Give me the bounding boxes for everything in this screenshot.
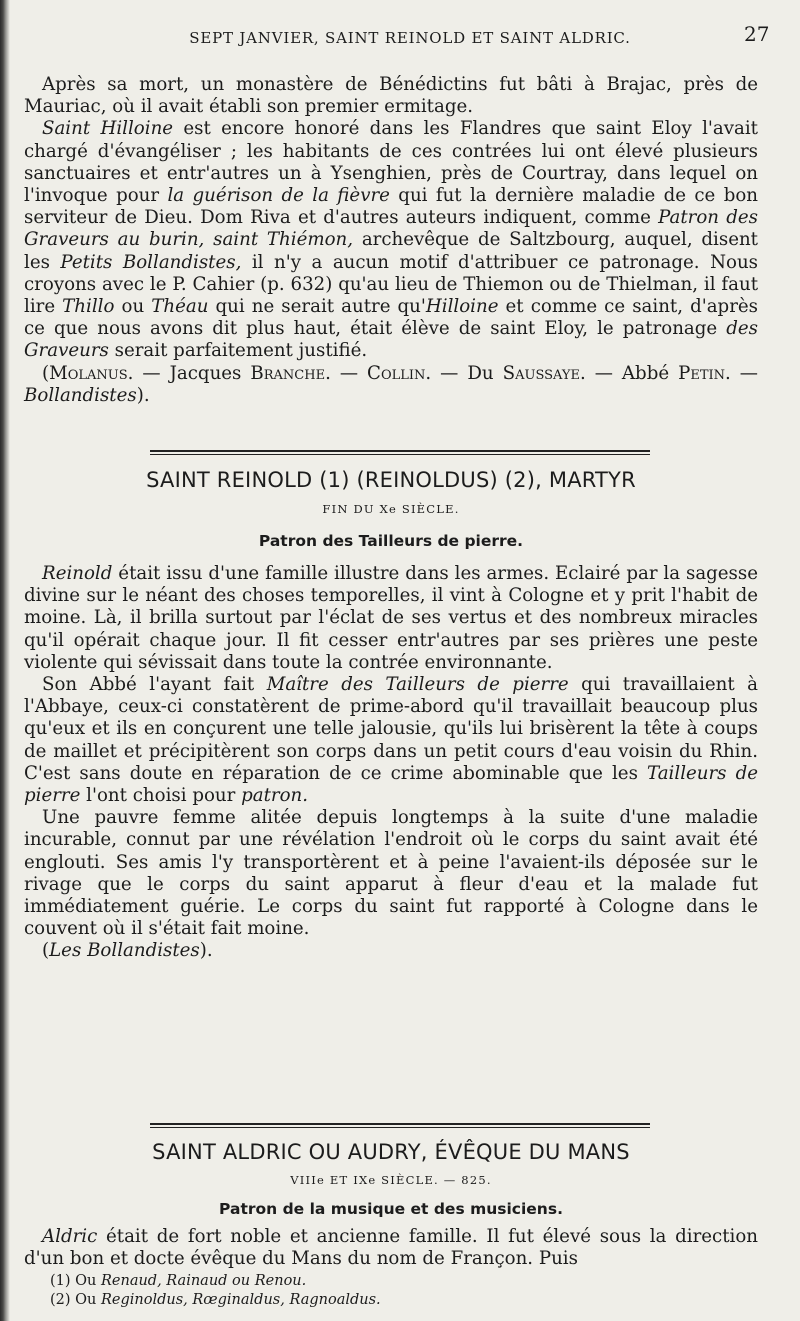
aldric-text-block bbox=[24, 1226, 758, 1270]
paragraph-reinold-miracle: Une pauvre femme alitée depuis longtemps à la suite d'une maladie incurable, connut par une révélation l'endroit où le corps du saint avait été englouti. Ses amis l'y transportèrent et à peine l'avaient-ils déposée sur le rivage que le corps du saint apparut à fleur d'eau et la malade fut immédiatement guérie. Le corps du saint fut rapporté à Cologne dans le couvent où il s'était fait moine. bbox=[24, 807, 758, 940]
section-patron-reinold: Patron des Tailleurs de pierre. bbox=[258, 532, 524, 550]
reinold-text-block bbox=[24, 563, 758, 963]
page-binding-edge bbox=[0, 0, 10, 1321]
reinold-source: (Les Bollandistes). bbox=[42, 940, 213, 962]
section-title-aldric: SAINT ALDRIC OU AUDRY, ÉVÊQUE DU MANS bbox=[152, 1140, 630, 1164]
section-divider bbox=[150, 1123, 650, 1128]
footnotes bbox=[50, 1272, 750, 1310]
footnote-1: (1) Ou Renaud, Rainaud ou Renou. bbox=[50, 1273, 307, 1289]
running-head: SEPT JANVIER, SAINT REINOLD ET SAINT ALDRIC. bbox=[189, 29, 631, 47]
sources-line: (Molanus. — Jacques Branche. — Collin. — Du Saussaye. — Abbé Petin. — Bollandistes). bbox=[24, 362, 758, 406]
section-date-aldric: VIIIe ET IXe SIÈCLE. — 825. bbox=[290, 1173, 492, 1187]
section-date-reinold: FIN DU Xe SIÈCLE. bbox=[322, 502, 460, 516]
paragraph-reinold-martyrdom: Son Abbé l'ayant fait Maître des Tailleurs de pierre qui travaillaient à l'Abbaye, ceux-ci constatèrent de prime-abord qu'il travaillait beaucoup plus qu'eux et ils en conçurent une telle jalousie, qu'ils lui brisèrent la tête à coups de maillet et précipitèrent son corps dans un petit cours d'eau voisin du Rhin. C'est sans doute en réparation de ce crime abominable que les Tailleurs de pierre l'ont choisi pour patron. bbox=[24, 674, 759, 807]
section-patron-aldric: Patron de la musique et des musiciens. bbox=[219, 1200, 563, 1218]
paragraph-reinold-origin: Reinold était issu d'une famille illustre dans les armes. Eclairé par la sagesse divine sur le néant des choses temporelles, il vint à Cologne et y prit l'habit de moine. Là, il brilla surtout par l'éclat de ses vertus et des nombreux miracles qu'il opérait chaque jour. Il fit cesser entr'autres par ses prières une peste violente qui sévissait dans toute la contrée environnante. bbox=[24, 563, 758, 673]
paragraph-hilloine: Saint Hilloine est encore honoré dans les Flandres que saint Eloy l'avait chargé d'évangéliser ; les habitants de ces contrées lui ont élevé plusieurs sanctuaires et entr'autres un à Ysenghien, près de Courtray, dans lequel on l'invoque pour la guérison de la fièvre qui fut la dernière maladie de ce bon serviteur de Dieu. Dom Riva et d'autres auteurs indiquent, comme Patron des Graveurs au burin, saint Thiémon, archevêque de Saltzbourg, auquel, disent les Petits Bollandistes, il n'y a aucun motif d'attribuer ce patronage. Nous croyons avec le P. Cahier (p. 632) qu'au lieu de Thiemon ou de Thielman, il faut lire Thillo ou Théau qui ne serait autre qu'Hilloine et comme ce saint, d'après ce que nous avons dit plus haut, était élève de saint Eloy, le patronage des Graveurs serait parfaitement justifié. bbox=[24, 118, 758, 362]
continuation-block bbox=[24, 74, 758, 407]
page-number: 27 bbox=[744, 22, 770, 46]
footnote-2: (2) Ou Reginoldus, Rœginaldus, Ragnoaldus. bbox=[50, 1292, 381, 1308]
paragraph-brajac: Après sa mort, un monastère de Bénédictins fut bâti à Brajac, près de Mauriac, où il avait établi son premier ermitage. bbox=[24, 74, 758, 118]
section-divider bbox=[150, 450, 650, 455]
paragraph-aldric: Aldric était de fort noble et ancienne famille. Il fut élevé sous la direction d'un bon et docte évêque du Mans du nom de Françon. Puis bbox=[24, 1226, 758, 1270]
section-title-reinold: SAINT REINOLD (1) (REINOLDUS) (2), MARTYR bbox=[146, 468, 636, 492]
